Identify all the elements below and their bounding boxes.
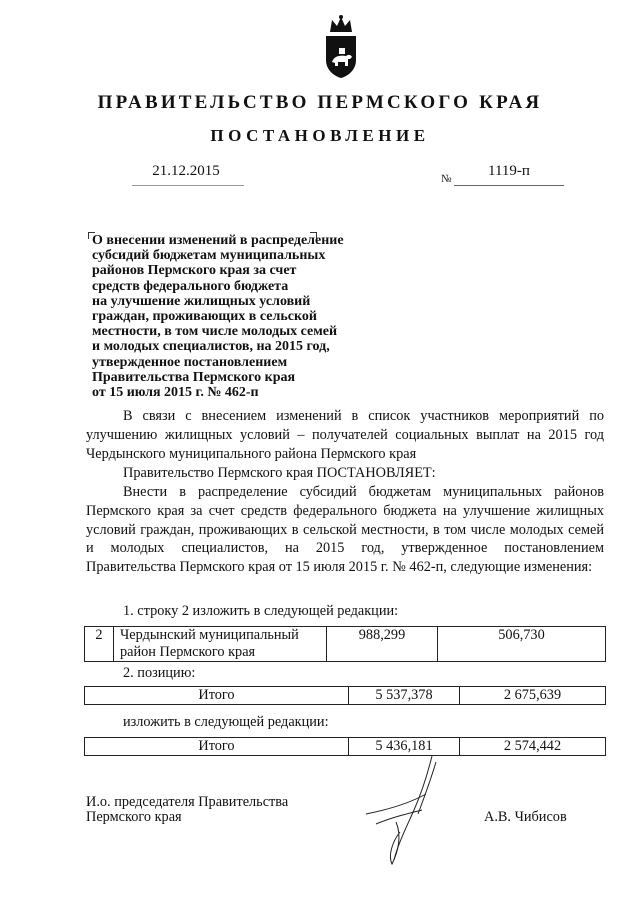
item-2: 2. позицию:	[123, 665, 196, 681]
subject-line: средств федерального бюджета	[92, 278, 289, 294]
total-value-1: 5 537,378	[349, 687, 460, 705]
row-number: 2	[85, 627, 114, 662]
subject-line: утвержденное постановлением	[92, 354, 288, 370]
value-2: 506,730	[438, 627, 606, 662]
document-subject	[92, 233, 377, 400]
total-label: Итого	[85, 738, 349, 756]
subject-line: районов Пермского края за счет	[92, 263, 297, 279]
subject-line: субсидий бюджетам муниципальных	[92, 248, 326, 264]
subject-line: местности, в том числе молодых семей	[92, 324, 338, 340]
number-sign: №	[441, 173, 452, 185]
subject-line: на улучшение жилищных условий	[92, 293, 311, 309]
subject-line: О внесении изменений в распределение	[92, 233, 344, 248]
total-value-2: 2 574,442	[460, 738, 606, 756]
government-title: ПРАВИТЕЛЬСТВО ПЕРМСКОГО КРАЯ	[97, 92, 543, 113]
signatory-role-line: И.о. председателя Правительства	[86, 794, 289, 810]
district-name: Чердынский муниципальный район Пермского края	[114, 627, 327, 662]
document-type: ПОСТАНОВЛЕНИЕ	[210, 126, 430, 145]
value-1: 988,299	[327, 627, 438, 662]
resolution-paragraph: Правительство Пермского края ПОСТАНОВЛЯЕТ:	[123, 465, 436, 481]
signatory-role	[86, 795, 288, 825]
perm-krai-coat-of-arms-icon	[322, 14, 360, 80]
total-value-2: 2 675,639	[460, 687, 606, 705]
preamble-paragraph: В связи с внесением изменений в список участников мероприятий по улучшению жилищных условий – получателей социальных выплат на 2015 год Чердынского муниципального района Пермского края	[86, 408, 604, 462]
table-row	[85, 687, 606, 705]
handwritten-signature-icon	[336, 752, 456, 872]
subject-line: Правительства Пермского края	[92, 369, 296, 385]
signatory-name: А.В. Чибисов	[484, 809, 567, 825]
date-underline	[132, 185, 244, 186]
table-total-old	[84, 686, 606, 705]
table-row-2	[84, 626, 606, 662]
document-date: 21.12.2015	[152, 163, 220, 179]
number-underline	[454, 185, 564, 186]
total-value-1: 5 436,181	[349, 738, 460, 756]
signatory-role-line: Пермского края	[86, 809, 182, 825]
item-3: изложить в следующей редакции:	[123, 714, 329, 730]
item-1: 1. строку 2 изложить в следующей редакции:	[123, 603, 399, 619]
total-label: Итого	[85, 687, 349, 705]
subject-line: от 15 июля 2015 г. № 462-п	[92, 385, 259, 401]
subject-line: и молодых специалистов, на 2015 год,	[92, 339, 330, 355]
changes-paragraph: Внести в распределение субсидий бюджетам муниципальных районов Пермского края за счет средств федерального бюджета на улучшение жилищных условий граждан, проживающих в сельской местности, в том числе молодых семей и молодых специалистов, на 2015 год, утвержденное постановлением Правительства Пермского края от 15 июля 2015 г. № 462-п, следующие изменения:	[86, 484, 604, 576]
table-row	[85, 627, 606, 662]
document-number: 1119-п	[488, 163, 530, 179]
subject-line: граждан, проживающих в сельской	[92, 309, 317, 325]
